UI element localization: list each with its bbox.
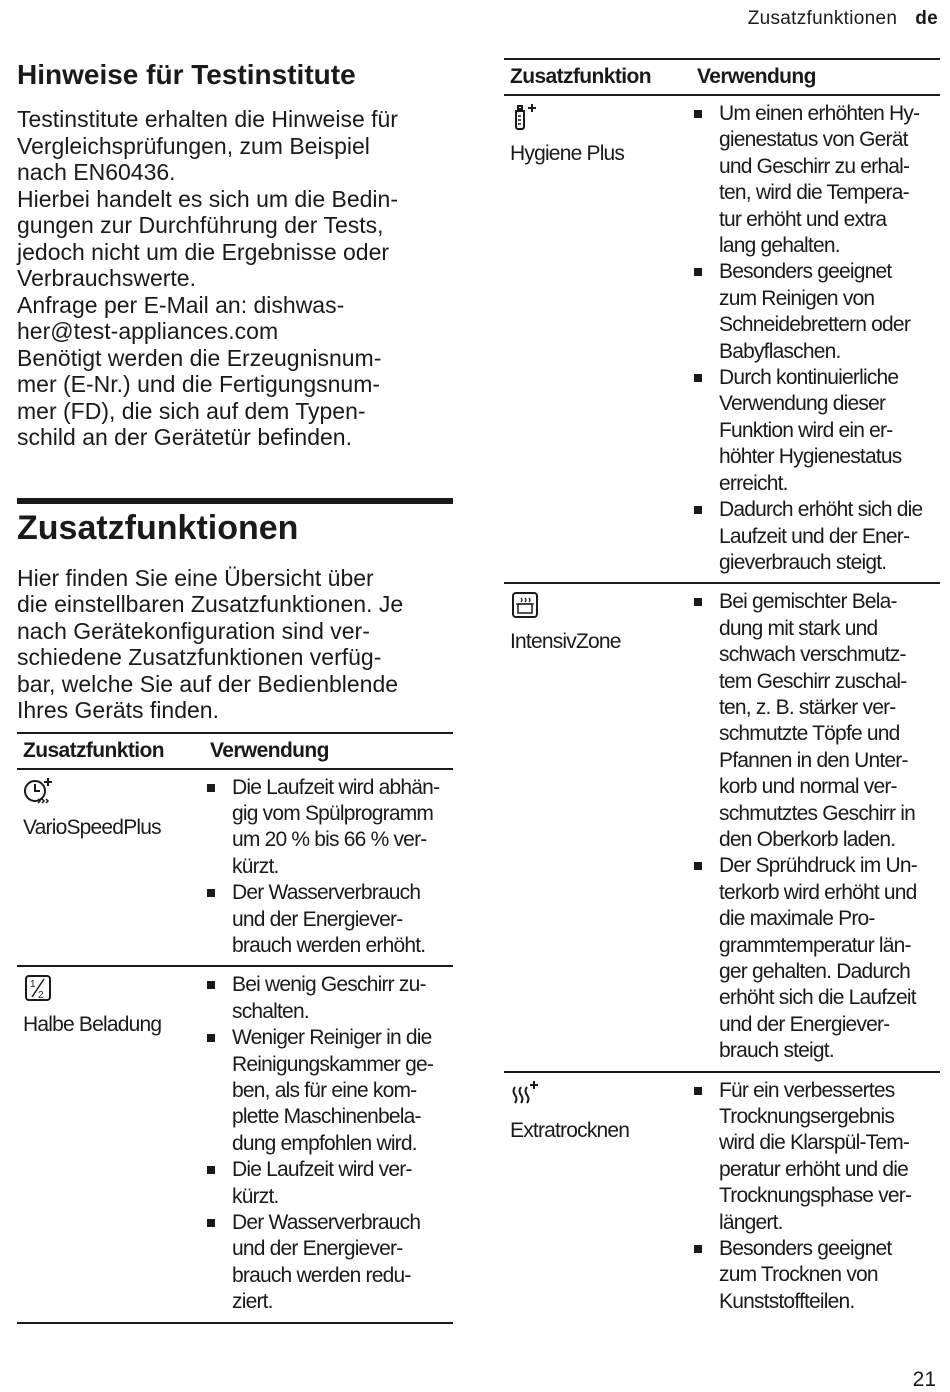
function-name: Extratrocknen <box>510 1118 630 1142</box>
notes-title: Hinweise für Testinstitute <box>17 59 356 90</box>
clock-speed-plus-icon <box>23 776 53 806</box>
list-item: Die Laufzeit wird abhän- gig vom Spülprogramm um 20 % bis 66 % ver- kürzt. <box>204 775 453 881</box>
usage-list <box>204 972 453 1315</box>
list-item: Besonders geeignet zum Reinigen von Schneidebrettern oder Babyflaschen. <box>691 259 940 365</box>
list-item: Der Sprühdruck im Un- terkorb wird erhöht und die maximale Pro- grammtemperatur län- ger gehalten. Dadurch erhöht sich die Laufzeit und der Energiever- brauch steigt. <box>691 853 940 1064</box>
functions-table-right <box>504 58 940 1321</box>
table-row <box>504 583 940 1071</box>
usage-cell <box>204 769 453 967</box>
list-item: Die Laufzeit wird ver- kürzt. <box>204 1157 453 1210</box>
list-item: Der Wasserverbrauch und der Energiever- brauch werden redu- ziert. <box>204 1210 453 1316</box>
extra-drying-icon <box>510 1079 540 1109</box>
usage-cell <box>691 1072 940 1322</box>
list-item: Für ein verbessertes Trocknungsergebnis wird die Klarspül-Tem- peratur erhöht und die Trocknungsphase ver- längert. <box>691 1078 940 1236</box>
section-title: Zusatzfunktionen <box>17 508 299 547</box>
svg-text:2: 2 <box>38 990 44 1002</box>
column-header-usage: Verwendung <box>691 59 940 95</box>
table-row <box>17 769 453 967</box>
column-header-function: Zusatzfunktion <box>504 59 691 95</box>
table-row <box>504 1072 940 1322</box>
usage-cell <box>204 966 453 1322</box>
hygiene-plus-icon <box>510 102 540 132</box>
section-intro: Hier finden Sie eine Übersicht über die einstellbaren Zusatzfunktionen. Je nach Gerätekonfiguration sind ver- schiedene Zusatzfunktionen verfüg- bar, welche Sie auf der Bedienblende Ihres Geräts finden. <box>17 564 404 723</box>
functions-table-left <box>17 732 453 1324</box>
usage-list <box>691 101 940 576</box>
usage-cell <box>691 95 940 583</box>
page-number: 21 <box>912 1368 936 1391</box>
half-load-icon <box>23 973 53 1003</box>
function-name: IntensivZone <box>510 630 621 654</box>
column-header-usage: Verwendung <box>204 733 453 769</box>
function-cell <box>17 769 204 967</box>
table-row <box>504 95 940 583</box>
list-item: Bei wenig Geschirr zu- schalten. <box>204 972 453 1025</box>
left-column <box>17 58 453 1324</box>
usage-list <box>691 589 940 1064</box>
usage-list <box>691 1078 940 1316</box>
right-column <box>504 58 940 1321</box>
list-item: Um einen erhöhten Hy- gienestatus von Gerät und Geschirr zu erhal- ten, wird die Tempera- tur erhöht und extra lang gehalten. <box>691 101 940 259</box>
list-item: Weniger Reiniger in die Reinigungskammer ge- ben, als für eine kom- plette Maschinenbela- dung empfohlen wird. <box>204 1025 453 1157</box>
list-item: Dadurch erhöht sich die Laufzeit und der Ener- gieverbrauch steigt. <box>691 497 940 576</box>
table-header-row <box>17 733 453 769</box>
list-item: Der Wasserverbrauch und der Energiever- brauch werden erhöht. <box>204 880 453 959</box>
usage-list <box>204 775 453 960</box>
intensive-zone-icon <box>510 590 540 620</box>
list-item: Besonders geeignet zum Trocknen von Kunststoffteilen. <box>691 1236 940 1315</box>
notes-text: Testinstitute erhalten die Hinweise für Vergleichsprüfungen, zum Beispiel nach EN60436. Hierbei handelt es sich um die Bedin- gungen zur Durchführung der Tests, jedoch nicht um die Ergebnisse oder Verbrauchswerte. Anfrage per E-Mail an: dishwas- her@test-appliances.com Benötigt werden die Erzeugnisnum- mer (E-Nr.) und die Fertigungsnum- mer (FD), die sich auf dem Typen- schild an der Gerätetür befinden. <box>17 106 398 450</box>
usage-cell <box>691 583 940 1071</box>
function-cell <box>504 95 691 583</box>
column-header-function: Zusatzfunktion <box>17 733 204 769</box>
function-cell <box>17 966 204 1322</box>
table-header-row <box>504 59 940 95</box>
section-rule <box>17 498 453 504</box>
running-header <box>748 8 938 30</box>
header-language: de <box>915 8 938 29</box>
function-name: VarioSpeedPlus <box>23 815 161 839</box>
table-row <box>17 966 453 1322</box>
list-item: Bei gemischter Bela- dung mit stark und schwach verschmutz- tem Geschirr zuschal- ten, z. B. stärker ver- schmutzte Töpfe und Pfannen in den Unter- korb und normal ver- schmutztes Geschirr in den Oberkorb laden. <box>691 589 940 853</box>
svg-text:1: 1 <box>30 979 36 991</box>
header-section: Zusatzfunktionen <box>747 8 898 29</box>
function-name: Hygiene Plus <box>510 142 625 165</box>
function-name: Halbe Beladung <box>23 1013 162 1037</box>
function-cell <box>504 1072 691 1322</box>
function-cell <box>504 583 691 1071</box>
list-item: Durch kontinuierliche Verwendung dieser Funktion wird ein er- höhter Hygienestatus erreicht. <box>691 365 940 497</box>
